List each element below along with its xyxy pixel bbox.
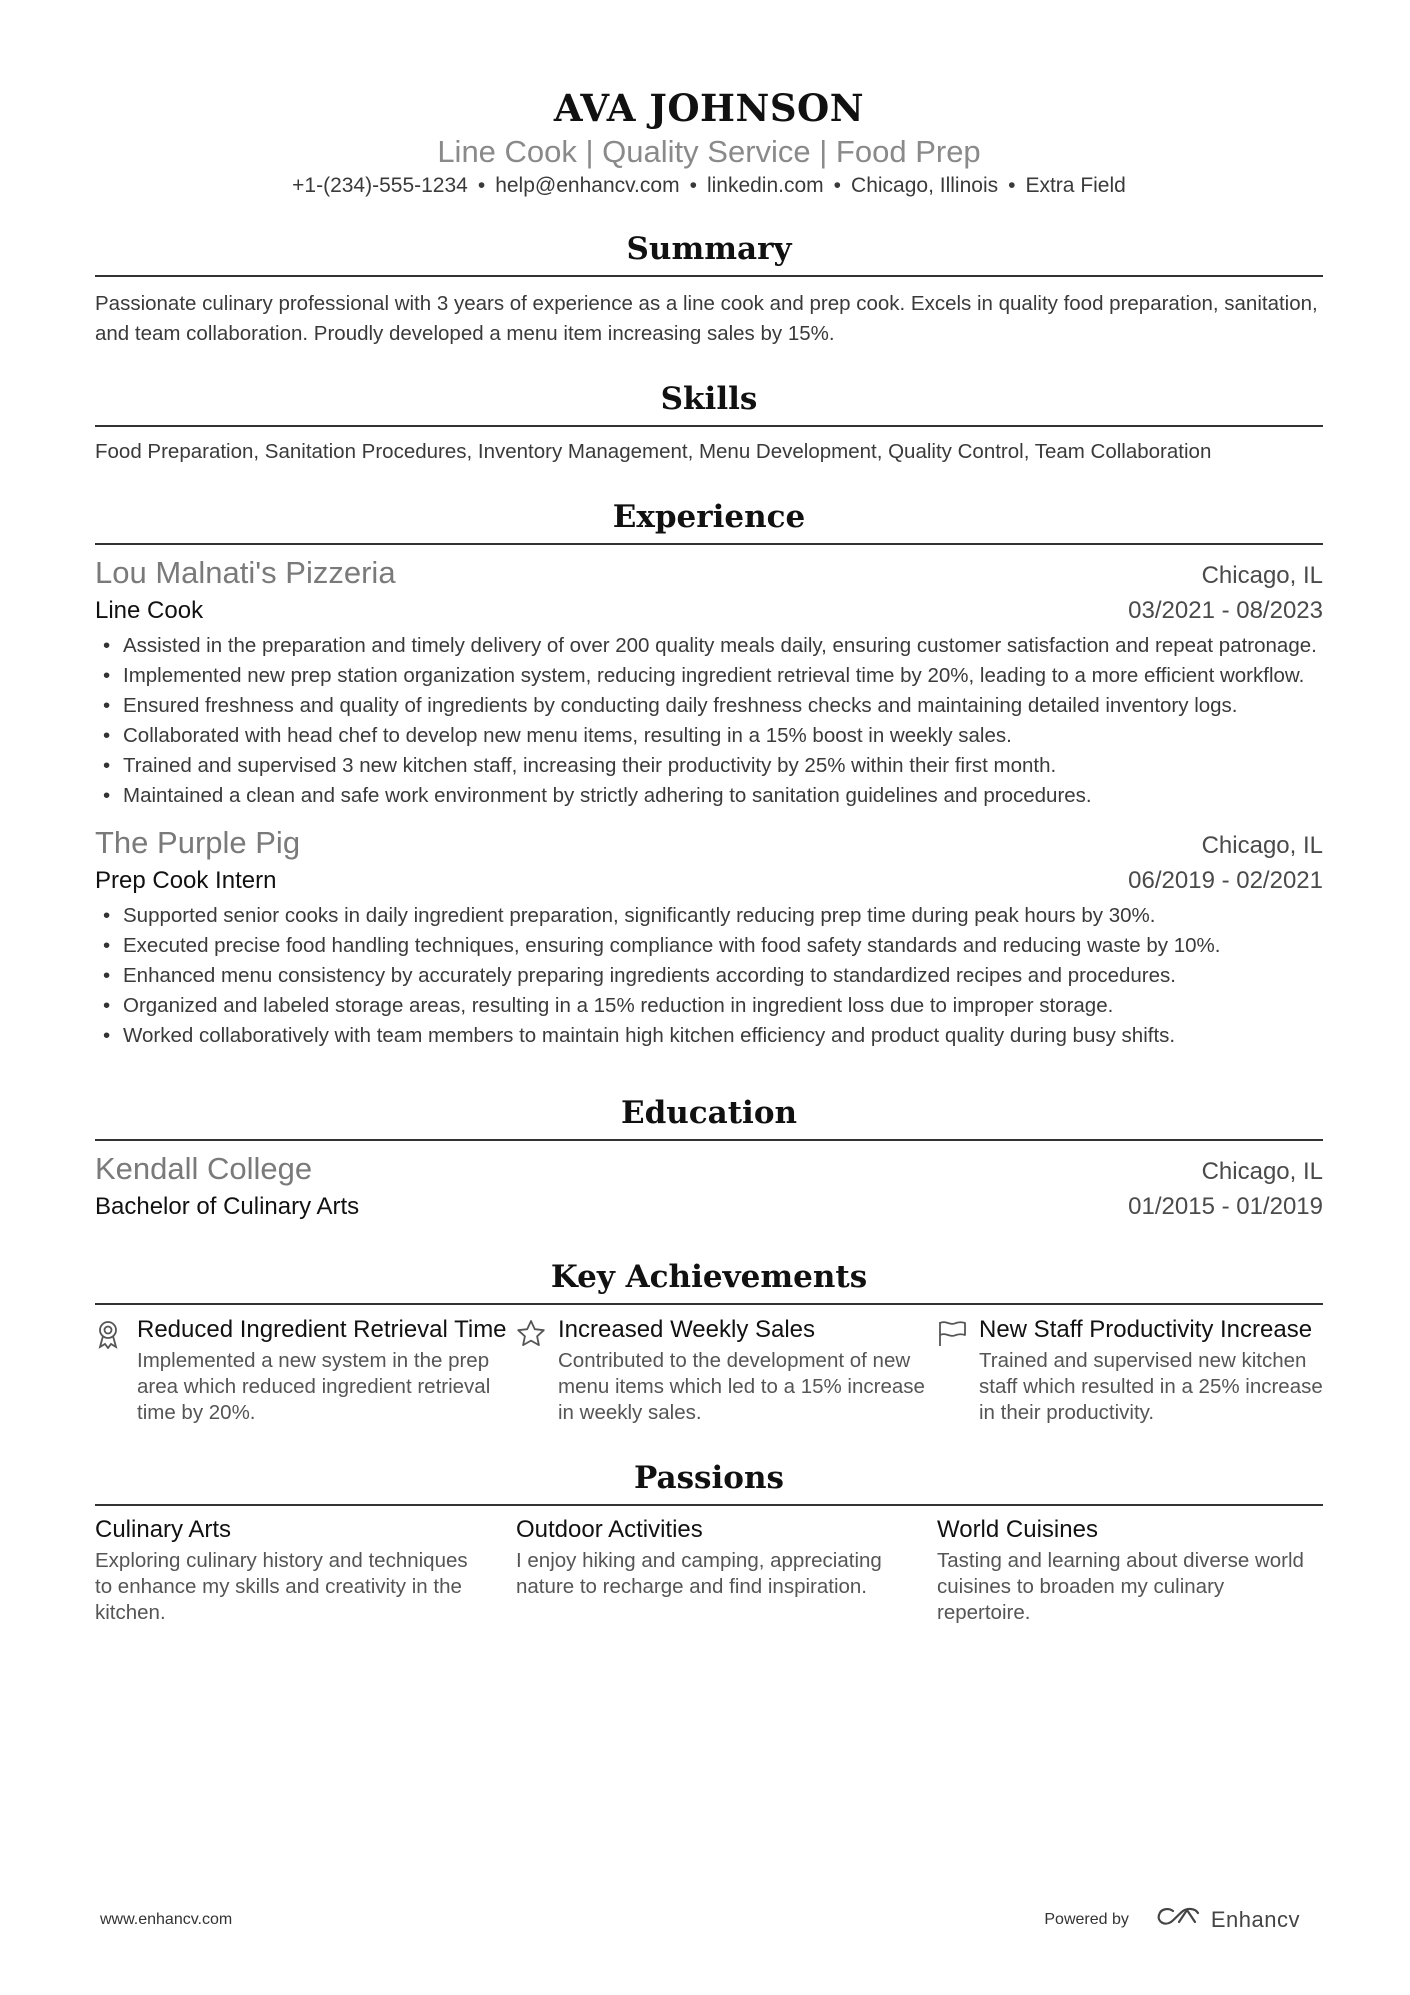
section-title: Summary (626, 231, 792, 267)
separator-dot: • (1008, 174, 1016, 197)
school-location: Chicago, IL (1201, 1158, 1323, 1185)
separator-dot: • (689, 174, 697, 197)
degree: Bachelor of Culinary Arts (95, 1193, 360, 1220)
footer-site-link[interactable]: www.enhancv.com (100, 1910, 233, 1928)
candidate-name: AVA JOHNSON (553, 86, 865, 130)
bullet-item: • Worked collaboratively with team members to maintain high kitchen efficiency and product quality during busy shifts. (95, 1021, 1323, 1051)
powered-by (1044, 1905, 1300, 1934)
section-title: Experience (612, 499, 806, 535)
job-role: Prep Cook Intern (95, 867, 277, 894)
achievement-desc: Contributed to the development of new menu items which led to a 15% increase in weekly sales. (558, 1349, 925, 1424)
education-dates: 01/2015 - 01/2019 (1128, 1193, 1323, 1220)
location: Chicago, Illinois (851, 174, 999, 197)
summary-text: Passionate culinary professional with 3 years of experience as a line cook and prep cook. Excels in quality food preparation, sanitation, and team collaboration. Proudly developed a menu item increasing sales by 15%. (95, 292, 1318, 345)
school-name: Kendall College (95, 1151, 313, 1186)
section-divider (95, 425, 1323, 427)
bullet-item: • Implemented new prep station organization system, reducing ingredient retrieval time by 20%, leading to a more efficient workflow. (95, 661, 1323, 691)
experience-section (95, 497, 1323, 1051)
company-name: Lou Malnati's Pizzeria (95, 555, 396, 590)
section-title: Skills (660, 381, 758, 417)
contact-line (95, 172, 1323, 200)
bullet-item: • Enhanced menu consistency by accurately preparing ingredients according to standardized recipes and procedures. (95, 961, 1323, 991)
section-divider (95, 1139, 1323, 1141)
achievement-desc: Trained and supervised new kitchen staff which resulted in a 25% increase in their productivity. (979, 1349, 1323, 1424)
education-section (95, 1093, 1323, 1225)
job-dates: 03/2021 - 08/2023 (1128, 597, 1323, 624)
job-bullets (95, 631, 1323, 811)
achievement-desc: Implemented a new system in the prep area which reduced ingredient retrieval time by 20%. (137, 1349, 491, 1424)
job-bullets (95, 901, 1323, 1051)
achievement-item (937, 1315, 1323, 1426)
star-icon (516, 1315, 558, 1426)
enhancv-logo-text: Enhancv (1210, 1906, 1300, 1932)
skills-section (95, 379, 1323, 467)
job-entry (95, 823, 1323, 1051)
bullet-item: • Supported senior cooks in daily ingredient preparation, significantly reducing prep time during peak hours by 30%. (95, 901, 1323, 931)
passion-desc: Exploring culinary history and techniques to enhance my skills and creativity in the kitchen. (95, 1549, 468, 1624)
email-link[interactable]: help@enhancv.com (495, 174, 680, 197)
page-footer (100, 1905, 1300, 1934)
bullet-item: • Collaborated with head chef to develop new menu items, resulting in a 15% boost in weekly sales. (95, 721, 1323, 751)
enhancv-logo-icon (1155, 1905, 1203, 1934)
bullet-item: • Trained and supervised 3 new kitchen staff, increasing their productivity by 25% within their first month. (95, 751, 1323, 781)
bullet-item: • Executed precise food handling techniques, ensuring compliance with food safety standards and reducing waste by 10%. (95, 931, 1323, 961)
job-location: Chicago, IL (1201, 832, 1323, 859)
section-divider (95, 543, 1323, 545)
passion-title: Outdoor Activities (516, 1516, 703, 1543)
flag-icon (937, 1315, 979, 1426)
job-location: Chicago, IL (1201, 562, 1323, 589)
passion-item (516, 1514, 937, 1626)
bullet-item: • Maintained a clean and safe work environment by strictly adhering to sanitation guidelines and procedures. (95, 781, 1323, 811)
job-role: Line Cook (95, 597, 204, 624)
summary-section (95, 229, 1323, 349)
achievement-item (95, 1315, 516, 1426)
bullet-item: • Assisted in the preparation and timely delivery of over 200 quality meals daily, ensuring customer satisfaction and repeat patronage. (95, 631, 1323, 661)
section-divider (95, 1303, 1323, 1305)
education-entry (95, 1149, 1323, 1225)
achievement-item (516, 1315, 937, 1426)
section-title: Education (620, 1095, 798, 1131)
section-divider (95, 1504, 1323, 1506)
achievement-title: New Staff Productivity Increase (979, 1316, 1313, 1343)
job-dates: 06/2019 - 02/2021 (1128, 867, 1323, 894)
bullet-item: • Ensured freshness and quality of ingredients by conducting daily freshness checks and maintaining detailed inventory logs. (95, 691, 1323, 721)
separator-dot: • (833, 174, 842, 197)
extra-field: Extra Field (1025, 174, 1126, 197)
achievements-section (95, 1257, 1323, 1426)
achievement-title: Increased Weekly Sales (558, 1316, 816, 1343)
powered-by-label: Powered by (1044, 1910, 1129, 1928)
passion-item (937, 1514, 1323, 1626)
skills-text: Food Preparation, Sanitation Procedures, Inventory Management, Menu Development, Quality Control, Team Collaboration (95, 440, 1212, 463)
passion-item (95, 1514, 516, 1626)
separator-dot: • (477, 174, 486, 197)
achievement-title: Reduced Ingredient Retrieval Time (137, 1316, 507, 1343)
linkedin-link[interactable]: linkedin.com (706, 174, 824, 197)
section-divider (95, 275, 1323, 277)
passion-desc: I enjoy hiking and camping, appreciating nature to recharge and find inspiration. (516, 1549, 882, 1598)
phone: +1-(234)-555-1234 (292, 174, 468, 197)
resume-page (95, 0, 1323, 1626)
company-name: The Purple Pig (95, 825, 301, 860)
section-title: Passions (634, 1460, 784, 1496)
passion-title: World Cuisines (937, 1516, 1098, 1543)
resume-header (95, 0, 1323, 200)
job-entry (95, 553, 1323, 811)
award-icon (95, 1315, 137, 1426)
candidate-tagline: Line Cook | Quality Service | Food Prep (437, 134, 981, 169)
bullet-item: • Organized and labeled storage areas, resulting in a 15% reduction in ingredient loss due to improper storage. (95, 991, 1323, 1021)
passion-title: Culinary Arts (95, 1516, 232, 1543)
passion-desc: Tasting and learning about diverse world cuisines to broaden my culinary repertoire. (937, 1549, 1304, 1624)
passions-section (95, 1458, 1323, 1626)
section-title: Key Achievements (550, 1259, 868, 1295)
